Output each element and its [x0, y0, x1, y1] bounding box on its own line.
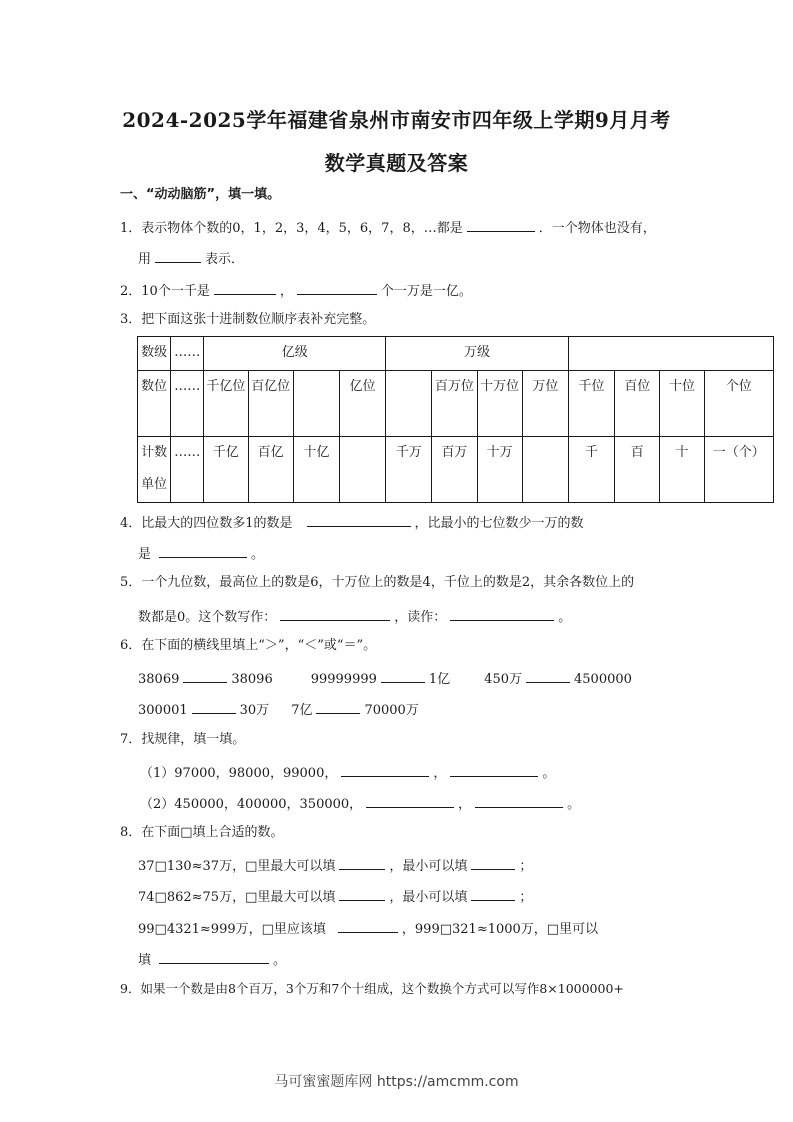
answer-blank[interactable] — [450, 762, 538, 777]
answer-blank[interactable] — [471, 855, 515, 870]
question-6: 6．在下面的横线里填上“＞”，“＜”或“＝”。 — [120, 638, 377, 653]
estimate-row-3: 99□4321≈999万，□里应该填 ，999□321≈1000万，□里可以 — [138, 918, 598, 939]
question-4-line-2: 是 。 — [138, 543, 264, 564]
answer-blank[interactable] — [467, 217, 535, 232]
question-9: 9．如果一个数是由8个百万，3个万和7个十组成，这个数换个方式可以写作8×1000000+ — [120, 981, 624, 996]
estimate-row-4: 填 。 — [138, 949, 286, 970]
answer-blank[interactable] — [159, 949, 269, 964]
answer-blank[interactable] — [316, 699, 360, 714]
table-row: 计数单位 …… 千亿 百亿 十亿 千万 百万 十万 千 百 十 一（个） — [138, 437, 774, 503]
answer-blank[interactable] — [307, 512, 411, 527]
answer-blank[interactable] — [155, 248, 201, 263]
blank-cell[interactable] — [386, 371, 432, 437]
question-4-line-1: 4．比最大的四位数多1的数是 ，比最小的七位数少一万的数 — [120, 512, 584, 533]
question-5-line-1: 5．一个九位数，最高位上的数是6，十万位上的数是4，千位上的数是2，其余各数位上的 — [120, 575, 635, 590]
answer-blank[interactable] — [338, 918, 398, 933]
answer-blank[interactable] — [159, 543, 247, 558]
blank-cell[interactable] — [339, 437, 385, 503]
question-1-line-2: 用 表示． — [138, 248, 244, 269]
question-3: 3．把下面这张十进制数位顺序表补充完整。 — [120, 312, 376, 327]
answer-blank[interactable] — [339, 855, 385, 870]
answer-blank[interactable] — [280, 606, 390, 621]
title-line-1: 2024-2025学年福建省泉州市南安市四年级上学期9月月考 — [122, 108, 671, 132]
title-line-2: 数学真题及答案 — [324, 151, 469, 175]
footer-watermark: 马可蜜蜜题库网 https://amcmm.com — [274, 1074, 519, 1090]
answer-blank[interactable] — [339, 886, 385, 901]
answer-blank[interactable] — [450, 606, 554, 621]
estimate-row-1: 37□130≈37万，□里最大可以填 ，最小可以填 ； — [138, 855, 532, 876]
question-7: 7．找规律，填一填。 — [120, 732, 246, 747]
blank-cell[interactable] — [293, 371, 339, 437]
answer-blank[interactable] — [475, 793, 563, 808]
question-5-line-2: 数都是0。这个数写作： ，读作： 。 — [138, 606, 571, 627]
answer-blank[interactable] — [192, 699, 236, 714]
question-1-line-1: 1．表示物体个数的0，1，2，3，4，5，6，7，8，…都是 ．一个物体也没有， — [120, 217, 656, 238]
comparison-row-2: 300001 30万 7亿 70000万 — [138, 699, 419, 720]
pattern-2: （2）450000，400000，350000， ， 。 — [140, 793, 580, 814]
answer-blank[interactable] — [183, 668, 227, 683]
answer-blank[interactable] — [526, 668, 570, 683]
answer-blank[interactable] — [341, 762, 429, 777]
pattern-1: （1）97000，98000，99000， ， 。 — [140, 762, 555, 783]
answer-blank[interactable] — [381, 668, 425, 683]
blank-cell[interactable] — [568, 337, 773, 371]
question-8: 8．在下面□填上合适的数。 — [120, 825, 284, 840]
answer-blank[interactable] — [297, 280, 377, 295]
question-2: 2．10个一千是 ， 个一万是一亿。 — [120, 280, 472, 301]
table-row: 数位 …… 千亿位 百亿位 亿位 百万位 十万位 万位 千位 百位 十位 个位 — [138, 371, 774, 437]
table-row: 数级 …… 亿级 万级 — [138, 337, 774, 371]
place-value-table — [137, 336, 774, 503]
comparison-row-1: 38069 38096 99999999 1亿 450万 4500000 — [138, 668, 632, 689]
blank-cell[interactable] — [522, 437, 568, 503]
section-heading: 一、“动动脑筋”，填一填。 — [120, 187, 281, 202]
estimate-row-2: 74□862≈75万，□里最大可以填 ，最小可以填 ； — [138, 886, 532, 907]
answer-blank[interactable] — [471, 886, 515, 901]
answer-blank[interactable] — [366, 793, 454, 808]
answer-blank[interactable] — [214, 280, 276, 295]
